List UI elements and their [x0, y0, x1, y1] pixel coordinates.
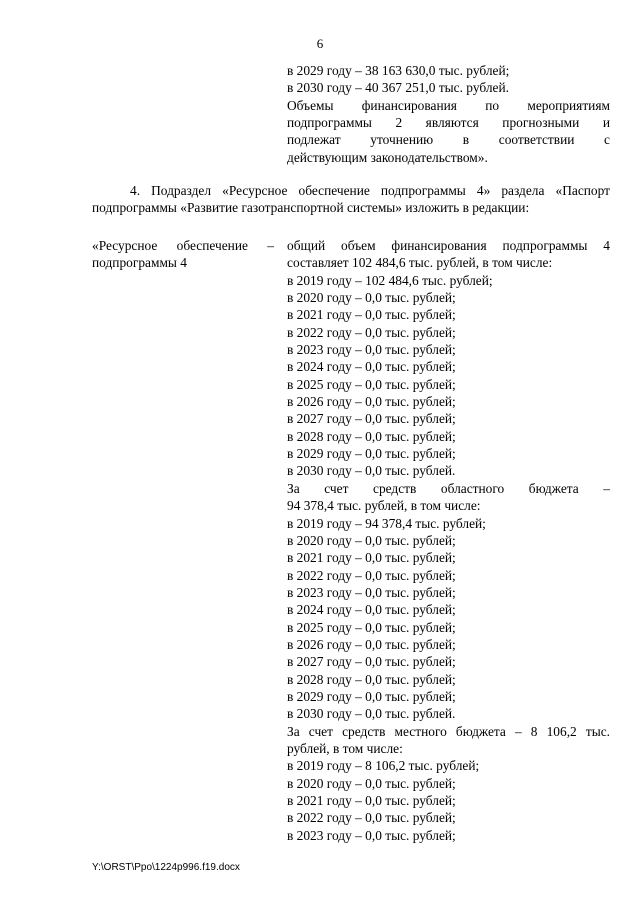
- footer-file-path: Y:\ORST\Ppo\1224p996.f19.docx: [92, 862, 240, 873]
- text-line: 94 378,4 тыс. рублей, в том числе:: [287, 498, 481, 514]
- text-line: в 2022 году – 0,0 тыс. рублей;: [287, 324, 456, 340]
- page-number: 6: [316, 36, 324, 51]
- text-line: в 2029 году – 38 163 630,0 тыс. рублей;: [287, 63, 510, 78]
- text-line: в 2024 году – 0,0 тыс. рублей;: [287, 359, 456, 375]
- text-line: в 2026 году – 0,0 тыс. рублей;: [287, 394, 456, 410]
- text-line: в 2029 году – 0,0 тыс. рублей;: [287, 446, 456, 462]
- text-line: составляет 102 484,6 тыс. рублей, в том числе:: [287, 255, 553, 271]
- paragraph-4: [92, 182, 610, 217]
- text-line: действующим законодательством».: [287, 149, 488, 165]
- text-line: в 2023 году – 0,0 тыс. рублей;: [287, 342, 456, 358]
- text-line: общий объем финансирования подпрограммы 4: [287, 238, 610, 253]
- text-line: в 2022 году – 0,0 тыс. рублей;: [287, 567, 456, 583]
- resource-label: [92, 237, 274, 272]
- text-line: в 2021 году – 0,0 тыс. рублей;: [287, 307, 456, 323]
- text-line: За счет средств областного бюджета –: [287, 480, 610, 496]
- text-line: в 2025 году – 0,0 тыс. рублей;: [287, 376, 456, 392]
- label-line: подпрограммы 4: [92, 255, 187, 271]
- paragraph-line: 4. Подраздел «Ресурсное обеспечение подпрограммы 4» раздела «Паспорт: [130, 183, 610, 198]
- text-line: в 2027 году – 0,0 тыс. рублей;: [287, 654, 456, 670]
- paragraph-line: подпрограммы «Развитие газотранспортной системы» изложить в редакции:: [92, 200, 530, 216]
- text-line: в 2026 году – 0,0 тыс. рублей;: [287, 636, 456, 652]
- text-line: в 2030 году – 0,0 тыс. рублей.: [287, 706, 456, 722]
- text-line: в 2023 году – 0,0 тыс. рублей;: [287, 584, 456, 600]
- text-line: в 2020 году – 0,0 тыс. рублей;: [287, 775, 456, 791]
- text-line: в 2027 году – 0,0 тыс. рублей;: [287, 411, 456, 427]
- text-line: в 2020 году – 0,0 тыс. рублей;: [287, 290, 456, 306]
- text-line: в 2030 году – 0,0 тыс. рублей.: [287, 463, 456, 479]
- text-line: подлежат уточнению в соответствии с: [287, 132, 610, 148]
- text-line: в 2024 году – 0,0 тыс. рублей;: [287, 602, 456, 618]
- text-line: в 2019 году – 102 484,6 тыс. рублей;: [287, 272, 493, 288]
- text-line: подпрограммы 2 являются прогнозными и: [287, 115, 610, 131]
- text-line: в 2028 году – 0,0 тыс. рублей;: [287, 671, 456, 687]
- text-line: Объемы финансирования по мероприятиям: [287, 97, 610, 113]
- text-line: в 2019 году – 94 378,4 тыс. рублей;: [287, 515, 486, 531]
- text-line: в 2023 году – 0,0 тыс. рублей;: [287, 827, 456, 843]
- text-line: в 2021 году – 0,0 тыс. рублей;: [287, 793, 456, 808]
- text-line: в 2028 году – 0,0 тыс. рублей;: [287, 428, 456, 444]
- funding-block: [287, 237, 610, 844]
- text-line: рублей, в том числе:: [287, 740, 403, 756]
- text-line: За счет средств местного бюджета – 8 106,2 тыс.: [287, 723, 610, 739]
- text-line: в 2025 году – 0,0 тыс. рублей;: [287, 619, 456, 635]
- text-line: в 2022 году – 0,0 тыс. рублей;: [287, 810, 456, 826]
- text-line: в 2021 году – 0,0 тыс. рублей;: [287, 550, 456, 566]
- label-line: «Ресурсное обеспечение –: [92, 238, 274, 253]
- text-line: в 2030 году – 40 367 251,0 тыс. рублей.: [287, 80, 509, 96]
- text-line: в 2020 году – 0,0 тыс. рублей;: [287, 532, 456, 548]
- top-block: [287, 62, 610, 166]
- text-line: в 2029 году – 0,0 тыс. рублей;: [287, 688, 456, 704]
- text-line: в 2019 году – 8 106,2 тыс. рублей;: [287, 758, 480, 774]
